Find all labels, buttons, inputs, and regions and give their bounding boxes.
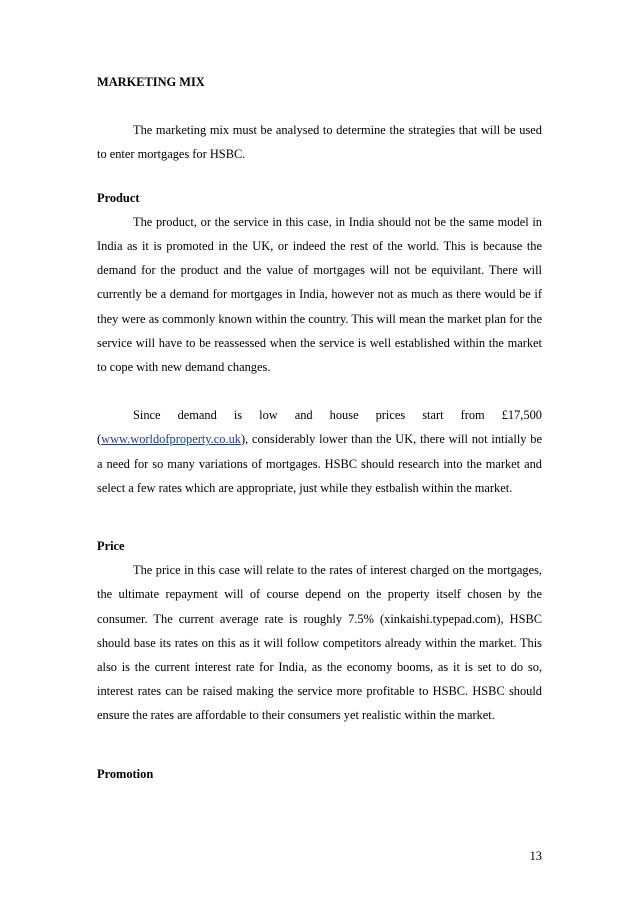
intro-paragraph: The marketing mix must be analysed to determine the strategies that will be used to enter mortgages for HSBC. bbox=[97, 123, 542, 162]
price-paragraph: The price in this case will relate to the rates of interest charged on the mortgages, the ultimate repayment will of course depend on the property itself chosen by the consumer. The current average rate is roughly 7.5% (xinkaishi.typepad.com), HSBC should base its rates on this as it will follow competitors already within the market. This also is the current interest rate for India, as the economy booms, as it is set to do so, interest rates can be raised making the service more profitable to HSBC. HSBC should ensure the rates are affordable to their consumers yet realistic within the market. bbox=[97, 563, 542, 723]
spacer bbox=[97, 167, 542, 186]
page-number: 13 bbox=[529, 849, 542, 863]
product-heading: Product bbox=[97, 190, 140, 205]
product-paragraph-1: The product, or the service in this case, in India should not be the same model in India as it is promoted in the UK, or indeed the rest of the world. This is because the demand for the product and the value of mortgages will not be equivilant. There will currently be a demand for mortgages in India, however not as much as there would be if they were as commonly known within the country. This will mean the market plan for the service will have to be reassessed when the service is well established within the market to cope with new demand changes. bbox=[97, 214, 542, 375]
section-title: MARKETING MIX bbox=[97, 75, 205, 89]
spacer bbox=[97, 500, 542, 534]
product-paragraph-2-end: ), considerably lower than the UK, there will not intially be a need for so many variations of mortgages. HSBC should research into the market and select a few rates which are appropriate, just while they estbalish within the market. bbox=[97, 432, 542, 495]
spacer bbox=[97, 379, 542, 403]
page-content bbox=[97, 70, 542, 786]
worldofproperty-link[interactable]: www.worldofproperty.co.uk bbox=[101, 432, 241, 447]
promotion-heading: Promotion bbox=[97, 766, 154, 781]
spacer bbox=[97, 728, 542, 762]
product-paragraph-2 bbox=[97, 403, 542, 500]
product-paragraph-2-start: Since demand is low and house prices start from £17,500 ( bbox=[97, 408, 542, 447]
price-heading: Price bbox=[97, 539, 125, 554]
spacer bbox=[97, 94, 542, 118]
